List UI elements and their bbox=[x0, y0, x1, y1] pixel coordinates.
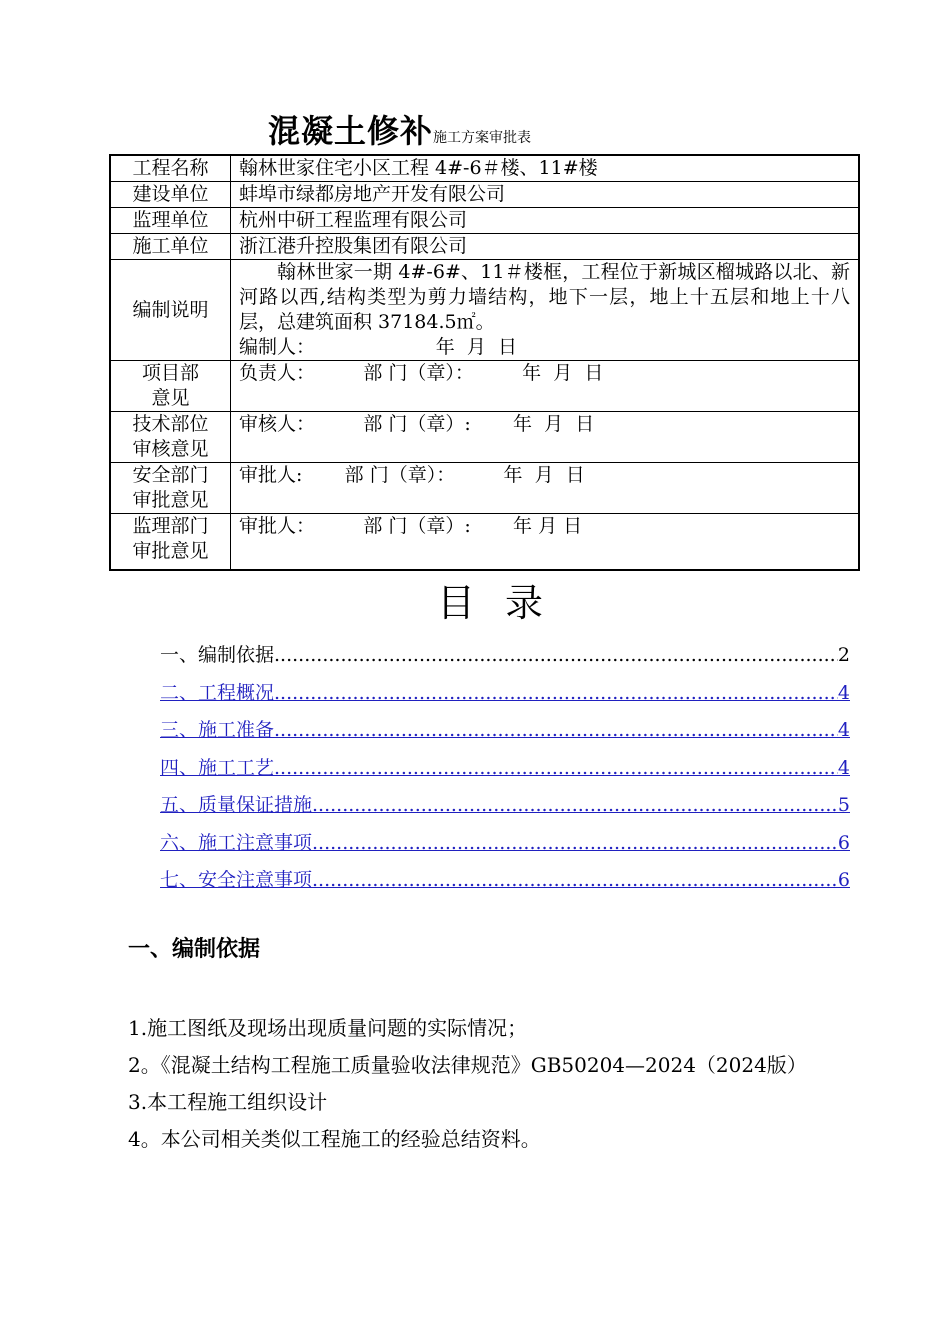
toc-item-page: 6 bbox=[837, 869, 850, 891]
toc-item[interactable] bbox=[160, 679, 850, 717]
table-row bbox=[110, 361, 859, 412]
row-label: 施工单位 bbox=[110, 234, 231, 260]
toc-item[interactable] bbox=[160, 791, 850, 829]
opinion-label-line2: 审批意见 bbox=[132, 489, 209, 511]
opinion-label-line2: 意见 bbox=[151, 387, 190, 409]
row-value: 翰林世家住宅小区工程 4#-6＃楼、11#楼 bbox=[231, 155, 860, 182]
row-value: 蚌埠市绿都房地产开发有限公司 bbox=[231, 182, 860, 208]
row-label: 监理单位 bbox=[110, 208, 231, 234]
opinion-text: 审批人： 部 门（章）: 年 月 日 bbox=[231, 514, 860, 570]
toc-item-text: 六、施工注意事项 bbox=[160, 831, 313, 854]
toc-item-text: 四、施工工艺 bbox=[160, 756, 275, 779]
basis-item: 3.本工程施工组织设计 bbox=[128, 1090, 328, 1114]
table-row bbox=[110, 260, 859, 361]
table-row bbox=[110, 208, 859, 234]
toc-item-text: 二、工程概况 bbox=[160, 681, 275, 704]
table-row bbox=[110, 514, 859, 570]
toc-item-page: 6 bbox=[837, 831, 850, 854]
table-row bbox=[110, 234, 859, 260]
toc-item-text: 七、安全注意事项 bbox=[160, 869, 313, 891]
table-of-contents bbox=[160, 641, 850, 904]
toc-item[interactable] bbox=[160, 866, 850, 904]
opinion-label-line1: 技术部位 bbox=[132, 413, 209, 435]
toc-leader-dots bbox=[312, 829, 838, 867]
toc-leader-dots bbox=[274, 679, 838, 717]
toc-item-text: 三、施工准备 bbox=[160, 719, 275, 741]
toc-item-text: 五、质量保证措施 bbox=[160, 794, 313, 816]
form-title bbox=[268, 106, 531, 152]
table-row bbox=[110, 182, 859, 208]
toc-item-page: 2 bbox=[837, 644, 850, 666]
toc-title: 目录 bbox=[436, 581, 573, 625]
toc-item[interactable] bbox=[160, 641, 850, 679]
toc-item-page: 4 bbox=[837, 719, 850, 741]
basis-item: 1.施工图纸及现场出现质量问题的实际情况； bbox=[128, 1016, 528, 1040]
opinion-text: 审核人： 部 门（章）: 年 月 日 bbox=[231, 412, 860, 463]
opinion-label bbox=[110, 514, 231, 570]
toc-item-page: 4 bbox=[837, 681, 850, 704]
opinion-text: 负责人： 部 门（章）： 年 月 日 bbox=[231, 361, 860, 412]
form-title-sub: 施工方案审批表 bbox=[433, 130, 532, 146]
toc-item-page: 4 bbox=[837, 756, 850, 779]
approval-table bbox=[109, 154, 860, 571]
table-row bbox=[110, 155, 859, 182]
form-title-main: 混凝土修补 bbox=[268, 112, 434, 150]
toc-leader-dots bbox=[274, 641, 838, 679]
description-signature: 编制人： 年 月 日 bbox=[239, 336, 517, 358]
opinion-label-line2: 审批意见 bbox=[132, 540, 209, 562]
toc-item[interactable] bbox=[160, 754, 850, 792]
basis-item: 2。《混凝土结构工程施工质量验收法律规范》GB50204—2024（2024版） bbox=[128, 1053, 807, 1077]
section-body bbox=[128, 1010, 851, 1158]
section-heading: 一、编制依据 bbox=[128, 937, 261, 962]
opinion-label bbox=[110, 463, 231, 514]
table-row bbox=[110, 463, 859, 514]
description-label: 编制说明 bbox=[110, 260, 231, 361]
opinion-text: 审批人: 部 门（章）： 年 月 日 bbox=[231, 463, 860, 514]
toc-leader-dots bbox=[274, 716, 838, 754]
opinion-label bbox=[110, 412, 231, 463]
toc-item[interactable] bbox=[160, 716, 850, 754]
row-value: 浙江港升控股集团有限公司 bbox=[231, 234, 860, 260]
toc-item[interactable] bbox=[160, 829, 850, 867]
opinion-label-line1: 项目部 bbox=[141, 362, 199, 384]
toc-item-text: 一、编制依据 bbox=[160, 644, 275, 666]
toc-leader-dots bbox=[312, 866, 838, 904]
opinion-label-line1: 安全部门 bbox=[132, 464, 209, 486]
opinion-label-line1: 监理部门 bbox=[132, 515, 209, 537]
table-row bbox=[110, 412, 859, 463]
row-label: 建设单位 bbox=[110, 182, 231, 208]
toc-leader-dots bbox=[312, 791, 838, 829]
toc-leader-dots bbox=[274, 754, 838, 792]
description-cell bbox=[231, 260, 860, 361]
row-label: 工程名称 bbox=[110, 155, 231, 182]
basis-item: 4。本公司相关类似工程施工的经验总结资料。 bbox=[128, 1127, 541, 1151]
toc-item-page: 5 bbox=[837, 794, 850, 816]
opinion-label bbox=[110, 361, 231, 412]
row-value: 杭州中研工程监理有限公司 bbox=[231, 208, 860, 234]
description-text: 翰林世家一期 4#-6#、11＃楼框，工程位于新城区榴城路以北、新河路以西,结构类型为剪力墙结构，地下一层，地上十五层和地上十八层，总建筑面积 37184.5㎡。 bbox=[239, 261, 850, 333]
opinion-label-line2: 审核意见 bbox=[132, 438, 209, 460]
